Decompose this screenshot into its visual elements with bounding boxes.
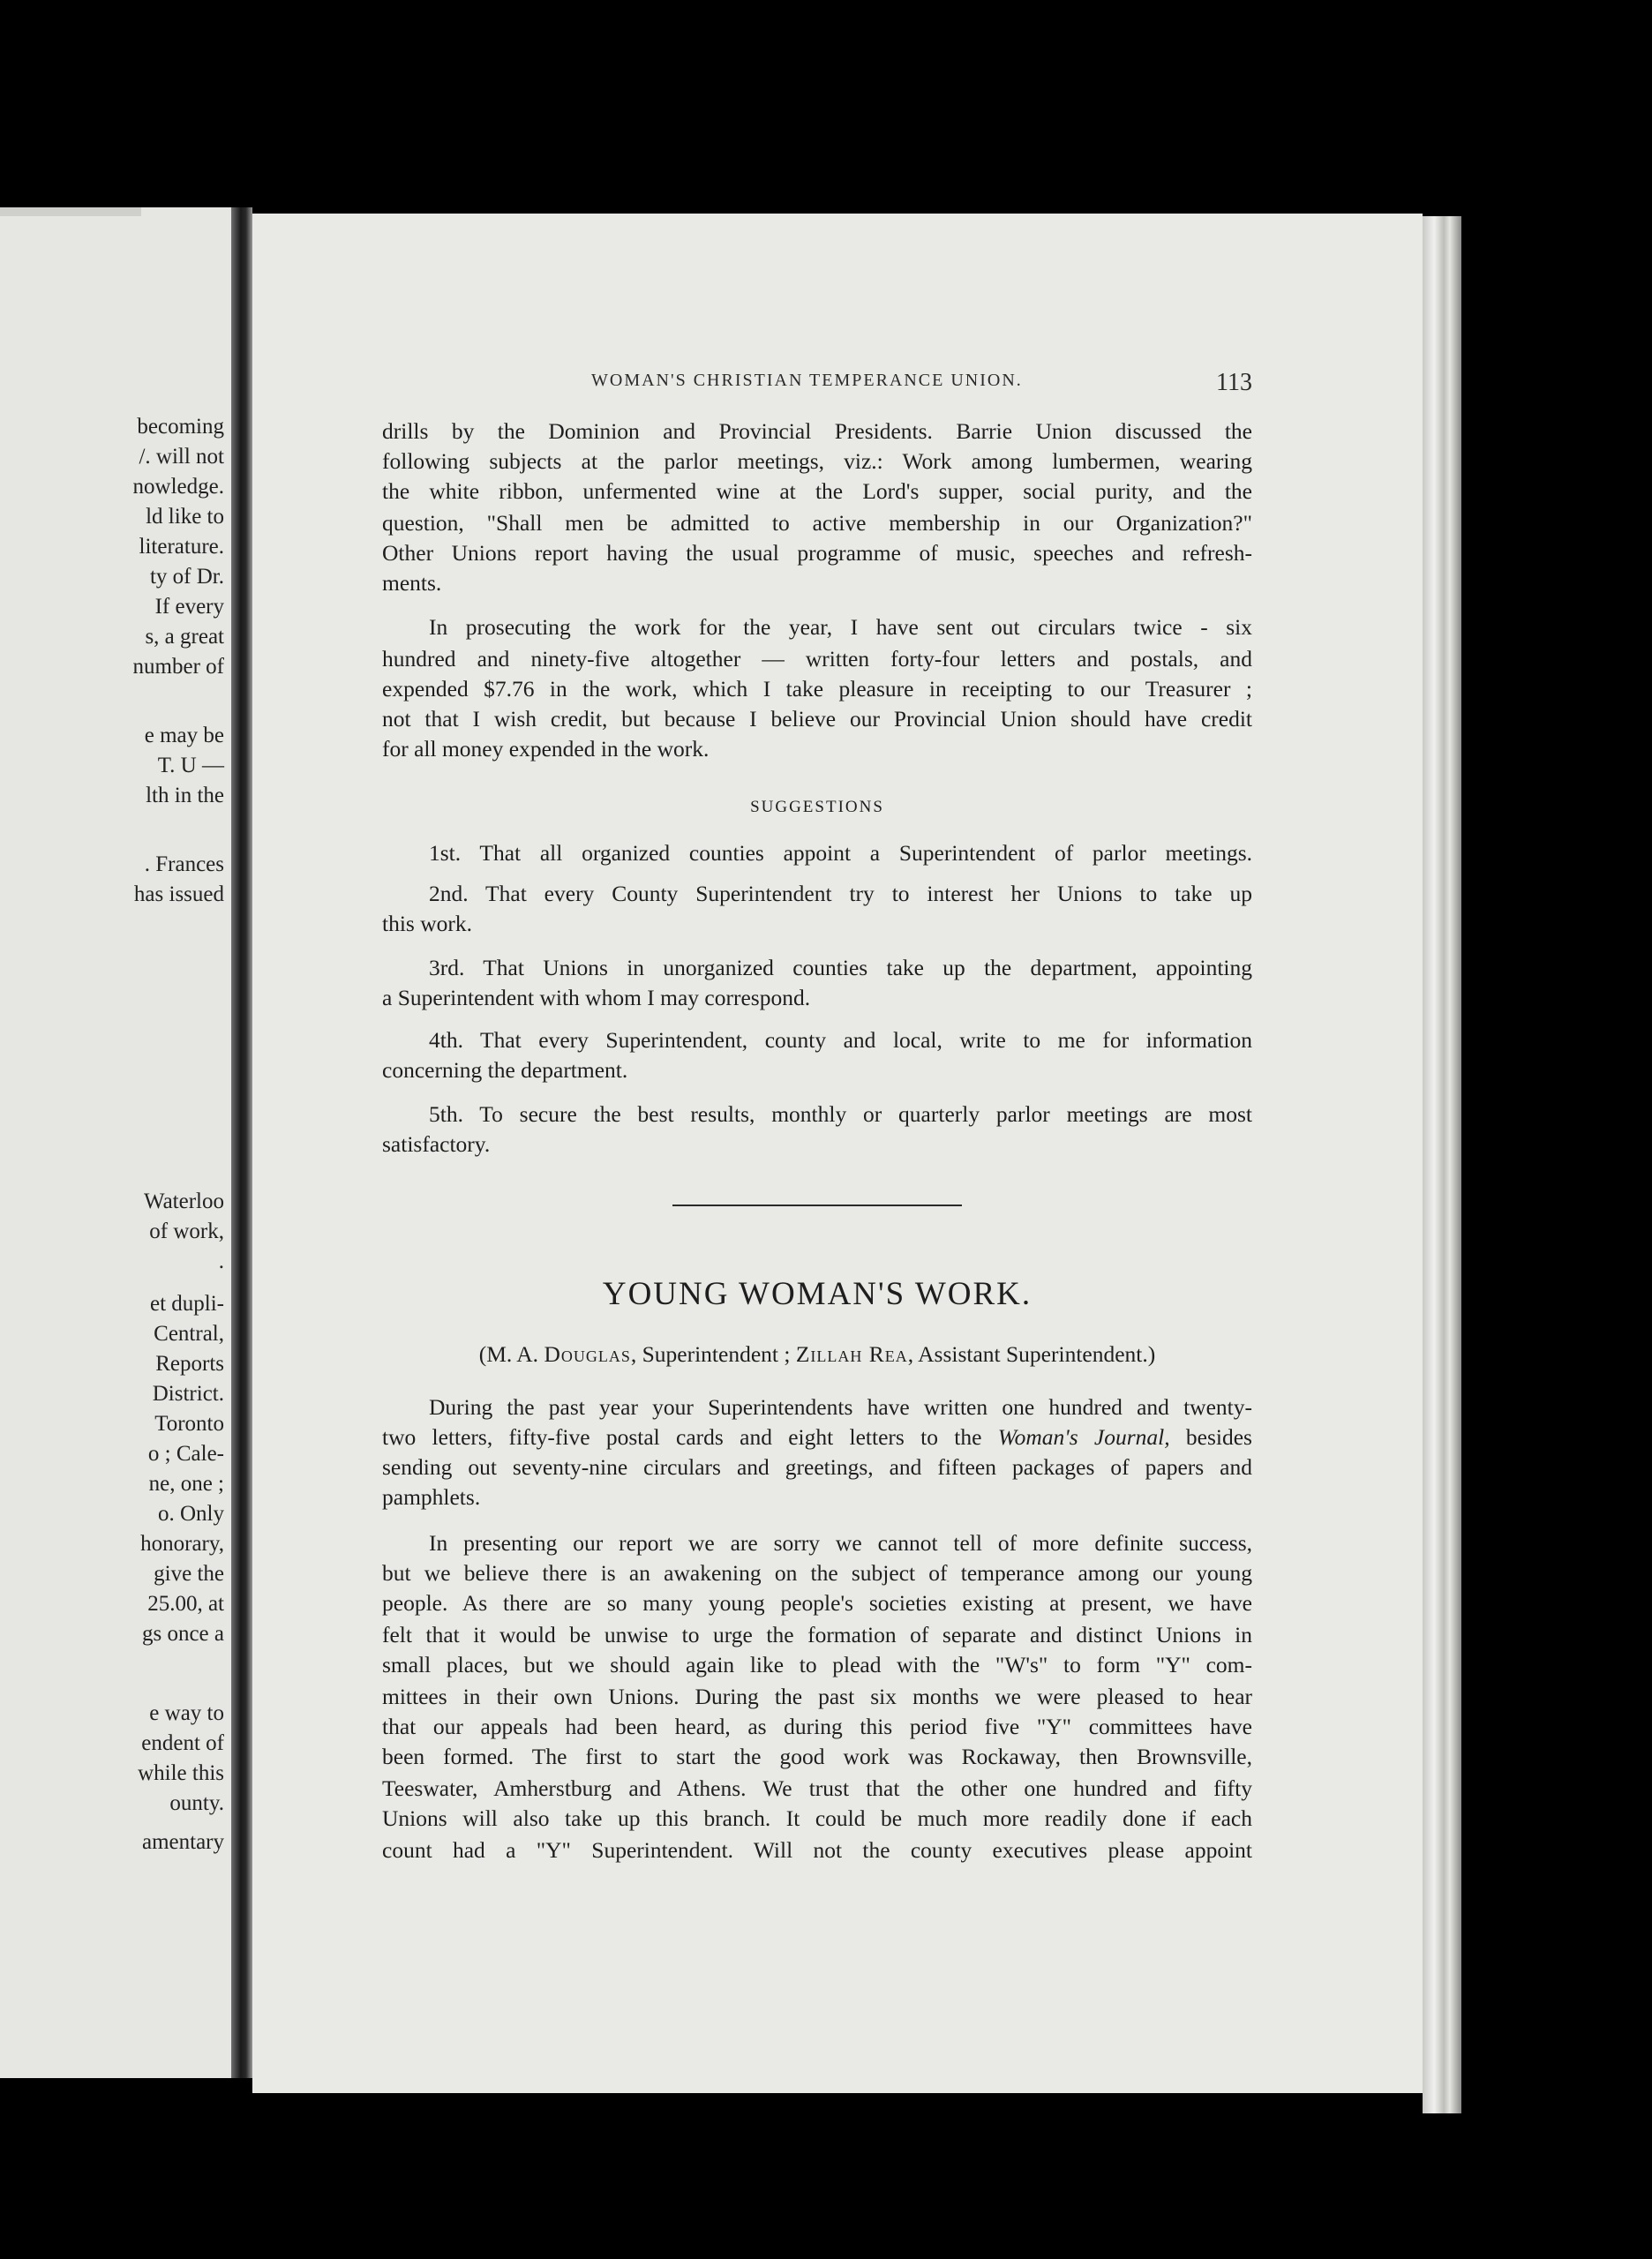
left-page-line: o. Only bbox=[158, 1502, 224, 1526]
body-line: but we believe there is an awakening on the subject of temperance among our young bbox=[382, 1560, 1252, 1586]
body-line: following subjects at the parlor meetings, viz.: Work among lumbermen, wearing bbox=[382, 448, 1252, 474]
body-line: In prosecuting the work for the year, I have sent out circulars twice - six bbox=[429, 614, 1252, 640]
left-page-line: e may be bbox=[144, 724, 224, 747]
suggestion-item-5-cont: satisfactory. bbox=[382, 1131, 491, 1157]
left-page-line: of work, bbox=[149, 1220, 224, 1243]
left-page-line: give the bbox=[154, 1562, 224, 1586]
body-line: pamphlets. bbox=[382, 1484, 481, 1510]
body-line: Teeswater, Amherstburg and Athens. We trust that the other one hundred and fifty bbox=[382, 1775, 1252, 1801]
left-page-line: lth in the bbox=[146, 784, 224, 807]
body-line: question, "Shall men be admitted to active membership in our Organization?" bbox=[382, 510, 1252, 536]
left-page-line: o ; Cale- bbox=[147, 1442, 224, 1466]
left-page-line: ty of Dr. bbox=[149, 565, 224, 589]
suggestion-item-1: 1st. That all organized counties appoint a Superintendent of parlor meetings. bbox=[429, 840, 1252, 866]
body-line: In presenting our report we are sorry we cannot tell of more definite success, bbox=[429, 1530, 1252, 1556]
left-page-line: nowledge. bbox=[132, 475, 224, 499]
left-page-line: If every bbox=[154, 595, 224, 619]
body-line: for all money expended in the work. bbox=[382, 736, 710, 762]
body-line: drills by the Dominion and Provincial Presidents. Barrie Union discussed the bbox=[382, 418, 1252, 444]
suggestion-item-4-cont: concerning the department. bbox=[382, 1057, 628, 1083]
body-text: two letters, fifty-five postal cards and eight letters to the bbox=[382, 1424, 998, 1450]
byline-open: (M. A. bbox=[478, 1341, 544, 1367]
suggestion-item-5: 5th. To secure the best results, monthly or quarterly parlor meetings are most bbox=[429, 1101, 1252, 1127]
left-page-line: . Frances bbox=[144, 852, 224, 876]
page-stack-edge bbox=[0, 207, 141, 216]
suggestion-item-4: 4th. That every Superintendent, county and local, write to me for information bbox=[429, 1027, 1252, 1053]
body-line: the white ribbon, unfermented wine at the Lord's supper, social purity, and the bbox=[382, 478, 1252, 504]
page-number: 113 bbox=[1216, 369, 1252, 396]
left-page-line: number of bbox=[132, 655, 224, 679]
left-page-line: endent of bbox=[141, 1731, 224, 1755]
body-line: ments. bbox=[382, 570, 442, 596]
left-page-line: e way to bbox=[149, 1701, 224, 1725]
section-title: YOUNG WOMAN'S WORK. bbox=[602, 1276, 1032, 1312]
left-facing-page bbox=[0, 207, 231, 2078]
body-line: been formed. The first to start the good work was Rockaway, then Brownsville, bbox=[382, 1744, 1252, 1769]
journal-title: Woman's Journal, bbox=[997, 1424, 1170, 1450]
body-line bbox=[382, 1422, 1252, 1452]
byline-close: , Assistant Superintendent.) bbox=[907, 1341, 1156, 1367]
body-line: Unions will also take up this branch. It could be much more readily done if each bbox=[382, 1805, 1252, 1831]
body-line: mittees in their own Unions. During the past six months we were pleased to hear bbox=[382, 1684, 1252, 1709]
left-page-line: literature. bbox=[139, 535, 224, 559]
page-edges bbox=[1423, 216, 1461, 2113]
left-page-line: s, a great bbox=[145, 625, 224, 649]
left-page-line: Waterloo bbox=[143, 1190, 224, 1213]
body-line: felt that it would be unwise to urge the formation of separate and distinct Unions in bbox=[382, 1622, 1252, 1647]
byline-superintendent-name: Douglas bbox=[544, 1341, 631, 1367]
left-page-line: . bbox=[218, 1250, 224, 1273]
body-line: small places, but we should again like to plead with the "W's" to form "Y" com- bbox=[382, 1652, 1252, 1677]
left-page-line: while this bbox=[138, 1761, 224, 1785]
left-page-line: ne, one ; bbox=[148, 1472, 224, 1496]
suggestion-item-3-cont: a Superintendent with whom I may correspond. bbox=[382, 985, 811, 1010]
body-line: count had a "Y" Superintendent. Will not the county executives please appoint bbox=[382, 1837, 1252, 1863]
body-line: people. As there are so many young people's societies existing at present, we have bbox=[382, 1590, 1252, 1616]
body-line: not that I wish credit, but because I believe our Provincial Union should have credit bbox=[382, 706, 1252, 732]
suggestion-item-2-cont: this work. bbox=[382, 911, 472, 936]
suggestion-item-3: 3rd. That Unions in unorganized counties take up the department, appointing bbox=[429, 955, 1252, 980]
left-page-line: /. will not bbox=[139, 445, 224, 469]
left-page-line: Reports bbox=[155, 1352, 224, 1376]
section-divider bbox=[672, 1205, 962, 1206]
body-line: sending out seventy-nine circulars and greetings, and fifteen packages of papers and bbox=[382, 1454, 1252, 1480]
left-page-line: et dupli- bbox=[149, 1292, 224, 1316]
body-text: besides bbox=[1169, 1424, 1252, 1450]
suggestion-item-2: 2nd. That every County Superintendent try to interest her Unions to take up bbox=[429, 881, 1252, 906]
left-page-line: ounty. bbox=[169, 1791, 224, 1815]
left-page-line: amentary bbox=[141, 1830, 224, 1854]
left-page-line: has issued bbox=[133, 882, 224, 906]
left-page-line: T. U — bbox=[157, 754, 224, 777]
body-line: hundred and ninety-five altogether — written forty-four letters and postals, and bbox=[382, 646, 1252, 672]
left-page-line: 25.00, at bbox=[147, 1592, 224, 1616]
left-page-line: honorary, bbox=[140, 1532, 224, 1556]
section-byline bbox=[382, 1341, 1252, 1368]
body-line: expended $7.76 in the work, which I take pleasure in receipting to our Treasurer ; bbox=[382, 676, 1252, 702]
body-line: that our appeals had been heard, as during this period five "Y" committees have bbox=[382, 1714, 1252, 1739]
byline-assistant-name: Zillah Rea bbox=[795, 1341, 908, 1367]
left-page-line: becoming bbox=[137, 415, 224, 439]
body-line: Other Unions report having the usual programme of music, speeches and refresh- bbox=[382, 540, 1252, 566]
left-page-line: District. bbox=[152, 1382, 224, 1406]
left-page-line: ld like to bbox=[146, 505, 224, 529]
body-line: During the past year your Superintendents have written one hundred and twenty- bbox=[429, 1394, 1252, 1420]
left-page-line: Toronto bbox=[154, 1412, 224, 1436]
left-page-line: Central, bbox=[154, 1322, 224, 1346]
book-gutter bbox=[231, 207, 252, 2078]
suggestions-heading: SUGGESTIONS bbox=[750, 798, 884, 816]
running-head: WOMAN'S CHRISTIAN TEMPERANCE UNION. bbox=[591, 371, 1023, 390]
byline-mid: , Superintendent ; bbox=[630, 1341, 796, 1367]
left-page-line: gs once a bbox=[141, 1622, 224, 1646]
